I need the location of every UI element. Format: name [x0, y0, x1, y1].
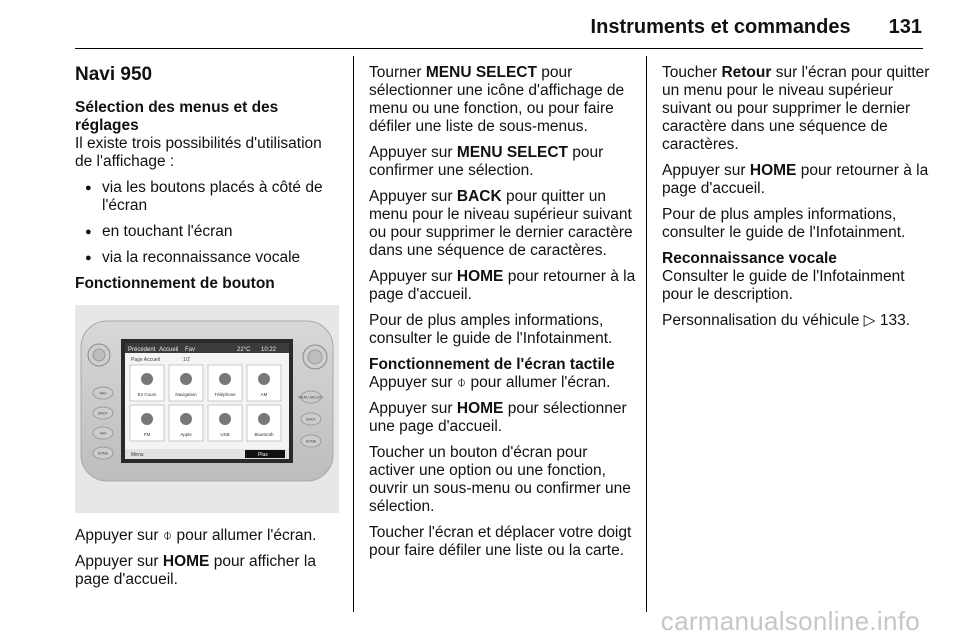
- power-icon: ⌽: [162, 527, 173, 544]
- page-ref-link[interactable]: 133.: [879, 312, 911, 329]
- tile-label: Navigation: [175, 392, 197, 397]
- list-item: ● en touchant l'écran: [75, 223, 343, 241]
- section-heading: Navi 950: [75, 64, 153, 85]
- side-button-label: HOME: [305, 439, 317, 444]
- paragraph: Appuyer sur HOME pour sélectionner une page d'accueil.: [369, 400, 627, 435]
- screen-temp: 22°C: [237, 347, 251, 353]
- cross-reference: Personnalisation du véhicule ▷ 133.: [662, 312, 911, 329]
- subheading-touch: Fonctionnement de l'écran tactile: [369, 356, 615, 373]
- tile-icon: [141, 413, 153, 425]
- paragraph: Appuyer sur ⌽ pour allumer l'écran.: [369, 374, 611, 391]
- tile-icon: [258, 373, 270, 385]
- screen-more: Plus: [258, 452, 268, 458]
- home-paragraph: Appuyer sur HOME pour afficher la page d'accueil.: [75, 553, 316, 588]
- subheading-button: Fonctionnement de bouton: [75, 275, 275, 292]
- side-button-label: MENU SELECT: [298, 395, 324, 400]
- tile-label: Téléphone: [214, 392, 236, 397]
- side-button-label: FAV: [99, 431, 107, 436]
- page-header: [591, 18, 922, 36]
- subheading-menus: Sélection des menus et des réglages: [75, 99, 279, 134]
- section-title: Instruments et commandes: [590, 16, 851, 38]
- screen-page-count: 1/2: [183, 357, 190, 363]
- paragraph: Tourner MENU SELECT pour sélectionner une icône d'affichage de menu ou une fonction, ou pour faire défiler une liste de sous-menus.: [369, 64, 625, 135]
- column-divider-1: [353, 56, 354, 612]
- page-ref-icon: ▷: [863, 312, 880, 329]
- screen-time: 10:22: [261, 347, 277, 353]
- tile-icon: [180, 413, 192, 425]
- infotainment-photo: [75, 305, 339, 513]
- screen-menu: Menu: [131, 452, 144, 458]
- tile-icon: [141, 373, 153, 385]
- tile-label: FM: [143, 432, 151, 437]
- column-2: [369, 64, 637, 568]
- side-button-label: NAV: [99, 391, 107, 396]
- tile-icon: [258, 413, 270, 425]
- paragraph: Appuyer sur HOME pour retourner à la page d'accueil.: [369, 268, 636, 303]
- intro-paragraph: Il existe trois possibilités d'utilisation de l'affichage :: [75, 135, 322, 170]
- screen-page-label: Page Accueil: [131, 357, 160, 363]
- tile-label: Apple: [180, 432, 192, 437]
- paragraph: Appuyer sur BACK pour quitter un menu pour le niveau supérieur suivant ou pour supprimer le dernier caractère dans une séquence de caractères.: [369, 188, 633, 259]
- side-button-label: BACK: [98, 411, 108, 416]
- paragraph: Pour de plus amples informations, consulter le guide de l'Infotainment.: [369, 312, 613, 347]
- list-item: ● via la reconnaissance vocale: [75, 249, 343, 267]
- screen-fav: Fav: [185, 347, 196, 353]
- tile-icon: [180, 373, 192, 385]
- watermark: carmanualsonline.info: [660, 606, 920, 636]
- tile-label: USB: [220, 432, 230, 437]
- side-button-label: BACK: [306, 417, 316, 422]
- subheading-voice: Reconnaissance vocale: [662, 250, 837, 267]
- paragraph: Toucher Retour sur l'écran pour quitter un menu pour le niveau supérieur suivant ou pour supprimer le dernier caractère dans une séquence de caractères.: [662, 64, 930, 153]
- tile-icon: [219, 413, 231, 425]
- paragraph: Appuyer sur MENU SELECT pour confirmer une sélection.: [369, 144, 604, 179]
- side-button-label: HOME: [97, 451, 109, 456]
- power-paragraph: Appuyer sur ⌽ pour allumer l'écran.: [75, 527, 317, 544]
- paragraph: Toucher l'écran et déplacer votre doigt pour faire défiler une liste ou la carte.: [369, 524, 632, 559]
- paragraph: Appuyer sur HOME pour retourner à la page d'accueil.: [662, 162, 929, 197]
- tile-label: Bluetooth: [254, 432, 274, 437]
- power-icon: ⌽: [456, 374, 467, 391]
- screen-prev: Précédent: [128, 347, 156, 353]
- tile-label: AM: [260, 392, 268, 397]
- header-rule: [75, 48, 923, 49]
- paragraph: Consulter le guide de l'Infotainment pour le description.: [662, 268, 905, 303]
- page-number: 131: [888, 16, 922, 38]
- column-1: [75, 64, 343, 597]
- tile-icon: [219, 373, 231, 385]
- list-item: ● via les boutons placés à côté de l'écran: [75, 179, 343, 215]
- screen-home: Accueil: [159, 347, 179, 353]
- bullet-list: [75, 179, 343, 267]
- tile-label: En Cours: [137, 392, 157, 397]
- paragraph: Toucher un bouton d'écran pour activer une option ou une fonction, ouvrir un sous-menu ou confirmer une sélection.: [369, 444, 631, 515]
- paragraph: Pour de plus amples informations, consulter le guide de l'Infotainment.: [662, 206, 906, 241]
- column-divider-2: [646, 56, 647, 612]
- column-3: [662, 64, 930, 338]
